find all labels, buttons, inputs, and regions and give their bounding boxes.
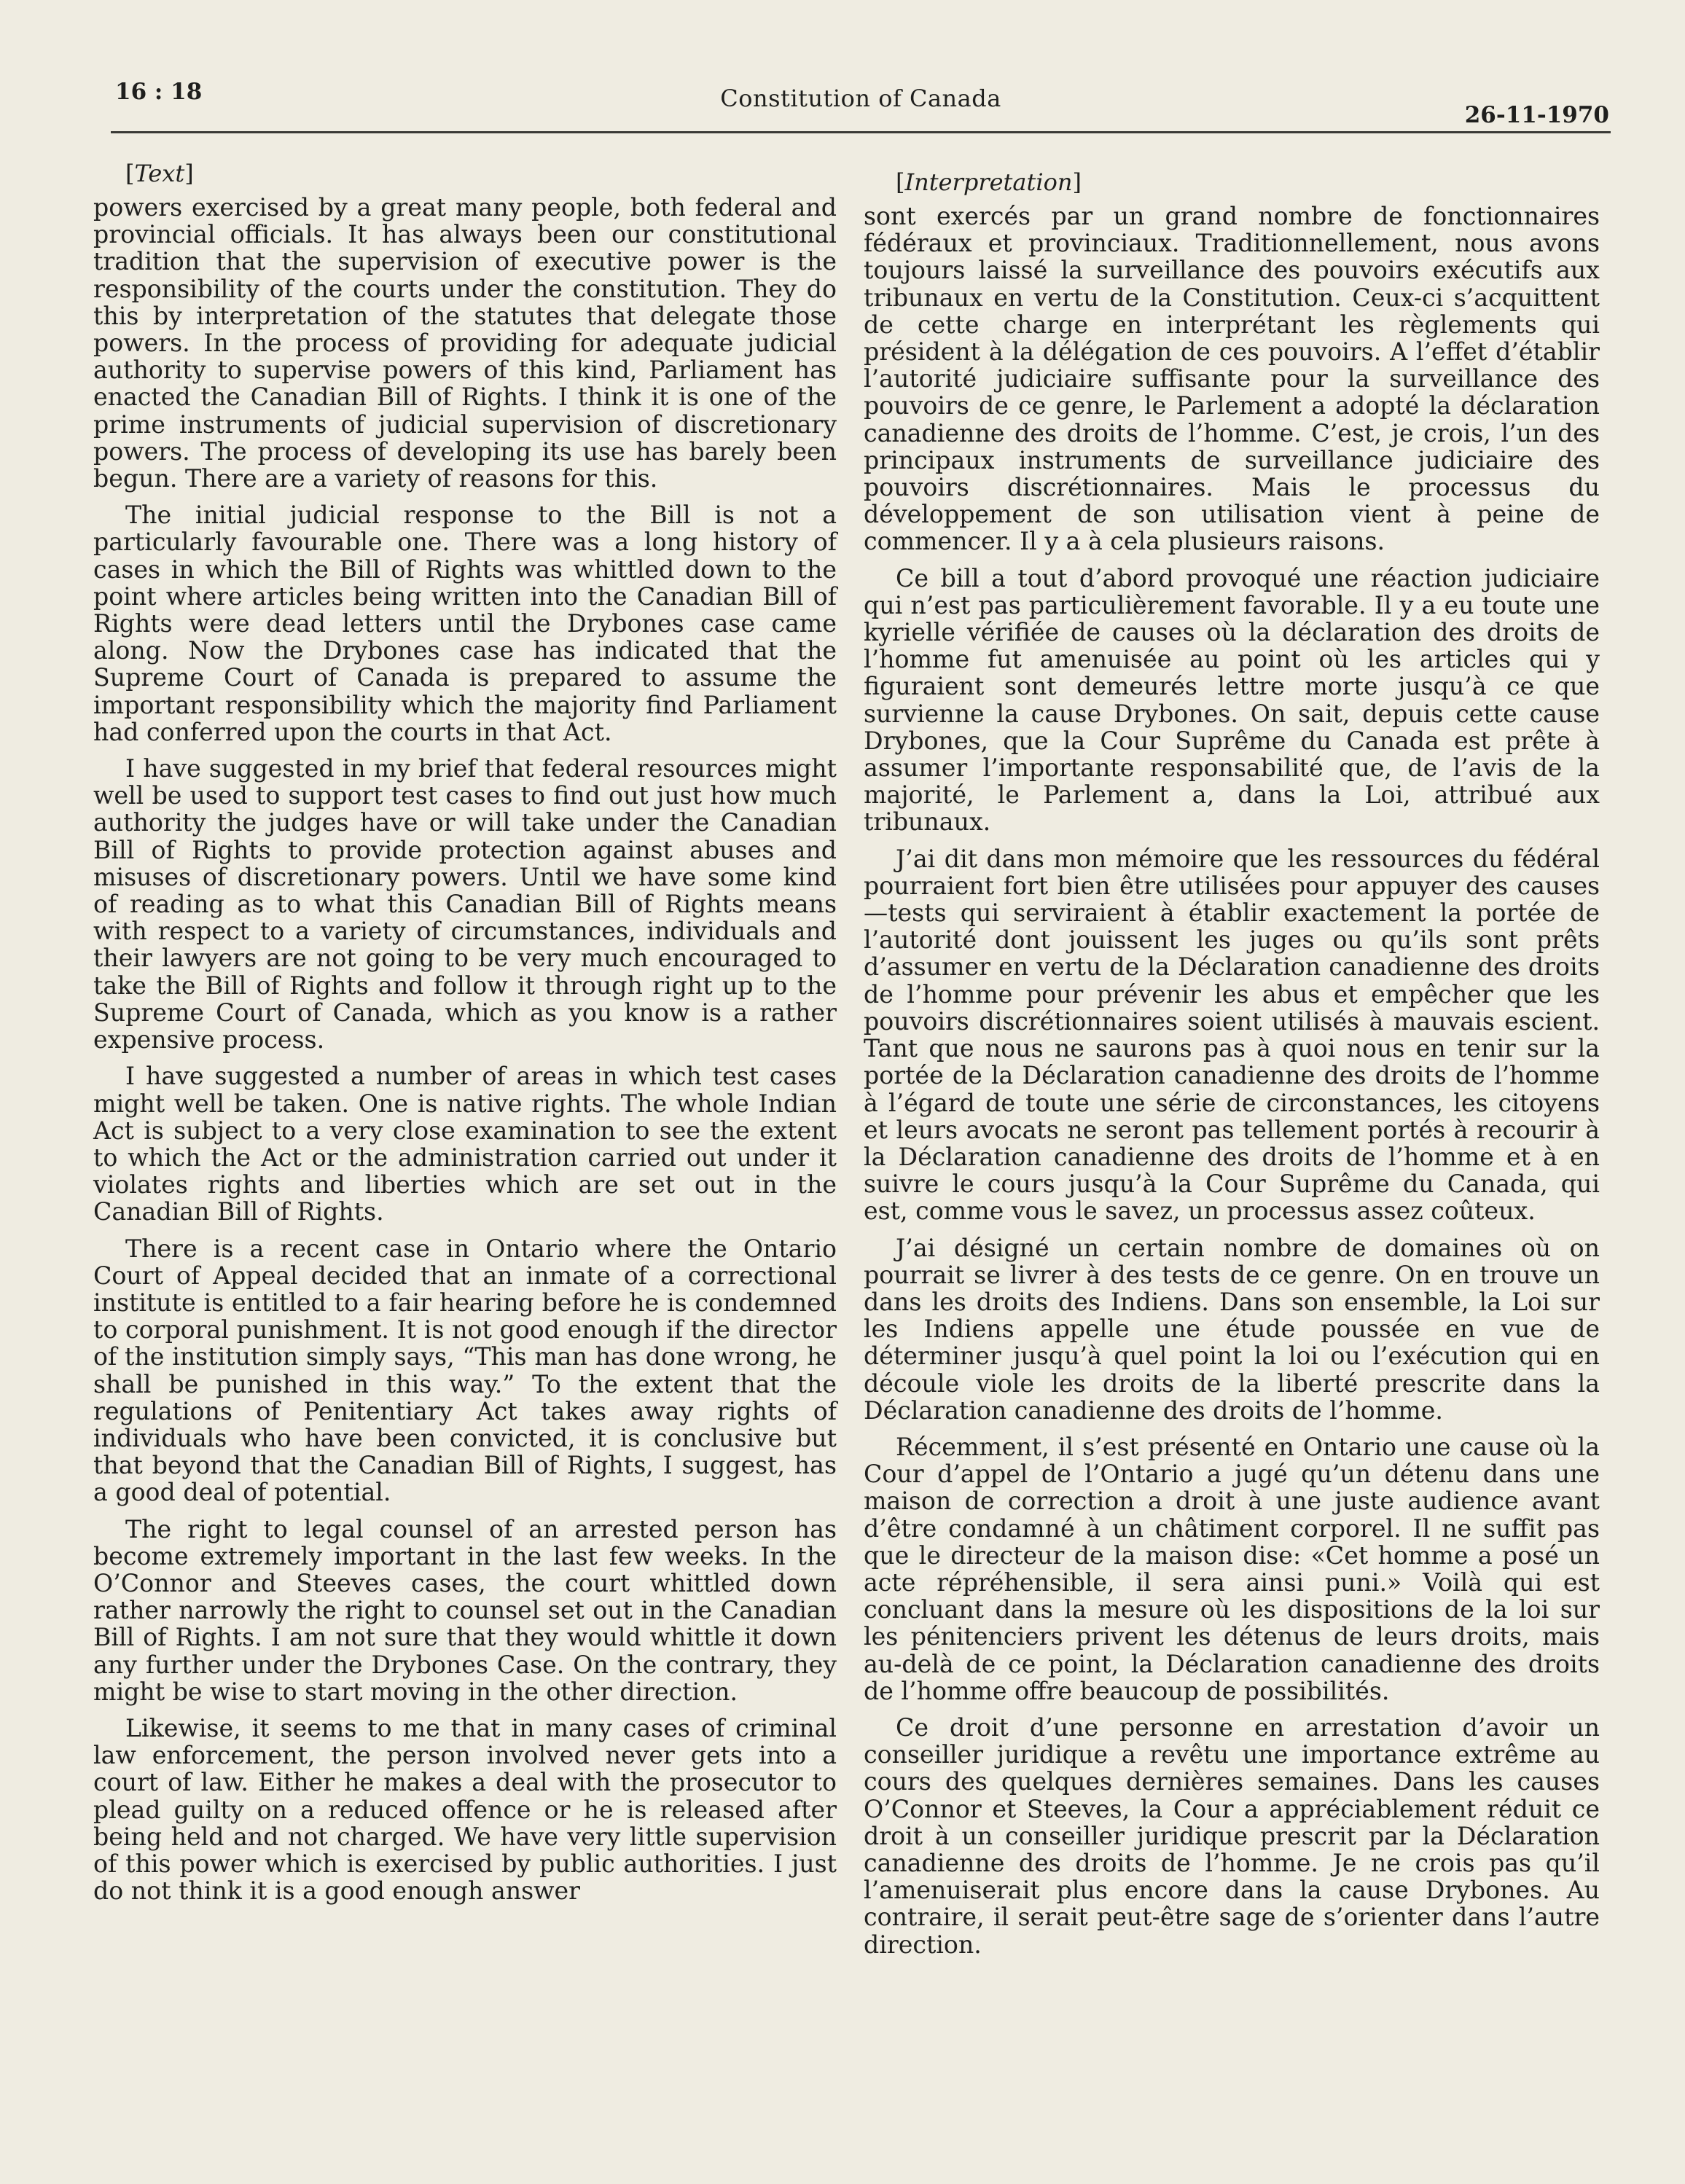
page-header bbox=[111, 73, 1611, 133]
page-date: 26-11-1970 bbox=[1464, 102, 1609, 128]
column-heading-english: [Text] bbox=[125, 160, 194, 187]
paragraph: I have suggested in my brief that federal resources might well be used to support test cases to find out just how much authority the judges have or will take under the Canadian Bill of Rights to provide protection against abuses and misuses of discretionary powers. Until we have some kind of reading as to what this Canadian Bill of Rights means with respect to a variety of circumstances, individuals and their lawyers are not going to be very much encouraged to take the Bill of Rights and follow it through right up to the Supreme Court of Canada, which as you know is a rather expensive process. bbox=[93, 754, 837, 1054]
column-heading-french-label: Interpretation bbox=[904, 168, 1073, 196]
paragraph: J’ai désigné un certain nombre de domaines où on pourrait se livrer à des tests de ce genre. On en trouve un dans les droits des Indiens. Dans son ensemble, la Loi sur les Indiens appelle une étude poussée en vue de déterminer jusqu’à quel point la loi ou l’exécution qui en découle viole les droits de la liberté prescrite dans la Déclaration canadienne des droits de l’homme. bbox=[864, 1233, 1600, 1425]
paragraph: powers exercised by a great many people, both federal and provincial officials. It has always been our constitutional tradition that the supervision of executive power is the responsibility of the courts under the constitution. They do this by interpretation of the statutes that delegate those powers. In the process of providing for adequate judicial authority to supervise powers of this kind, Parliament has enacted the Canadian Bill of Rights. I think it is one of the prime instruments of judicial supervision of discretionary powers. The process of developing its use has barely been begun. There are a variety of reasons for this. bbox=[93, 193, 837, 493]
paragraph: J’ai dit dans mon mémoire que les ressources du fédéral pourraient fort bien être utilisées pour appuyer des causes—tests qui serviraient à établir exactement la portée de l’autorité dont jouissent les juges ou qu’ils sont prêts d’assumer en vertu de la Déclaration canadienne des droits de l’homme pour prévenir les abus et empêcher que les pouvoirs discrétionnaires soient utilisés à mauvais escient. Tant que nous ne saurons pas à quoi nous en tenir sur la portée de la Déclaration canadienne des droits de l’homme à l’égard de toute une série de circonstances, les citoyens et leurs avocats ne seront pas tellement portés à recourir à la Déclaration canadienne des droits de l’homme et à en suivre le cours jusqu’à la Cour Suprême du Canada, qui est, comme vous le savez, un processus assez coûteux. bbox=[864, 844, 1600, 1226]
column-heading-english-label: Text bbox=[134, 160, 185, 187]
running-title: Constitution of Canada bbox=[720, 85, 1001, 112]
paragraph: The initial judicial response to the Bill is not a particularly favourable one. There was a long history of cases in which the Bill of Rights was whittled down to the point where articles being written into the Canadian Bill of Rights were dead letters until the Drybones case came along. Now the Drybones case has indicated that the Supreme Court of Canada is prepared to assume the important responsibility which the majority find Parliament had conferred upon the courts in that Act. bbox=[93, 501, 837, 746]
page-number: 16 : 18 bbox=[115, 79, 203, 105]
paragraph: The right to legal counsel of an arrested person has become extremely important in the last few weeks. In the O’Connor and Steeves cases, the court whittled down rather narrowly the right to counsel set out in the Canadian Bill of Rights. I am not sure that they would whittle it down any further under the Drybones Case. On the contrary, they might be wise to start moving in the other direction. bbox=[93, 1514, 837, 1706]
column-heading-french: [Interpretation] bbox=[896, 168, 1082, 196]
paragraph: I have suggested a number of areas in which test cases might well be taken. One is native rights. The whole Indian Act is subject to a very close examination to see the extent to which the Act or the administration carried out under it violates rights and liberties which are set out in the Canadian Bill of Rights. bbox=[93, 1062, 837, 1226]
french-column bbox=[864, 169, 1600, 1968]
paragraph: Ce bill a tout d’abord provoqué une réaction judiciaire qui n’est pas particulièrement favorable. Il y a eu toute une kyrielle vérifiée de causes où la déclaration des droits de l’homme fut amenuisée au point où les articles qui y figuraient sont demeurés lettre morte jusqu’à ce que survienne la cause Drybones. On sait, depuis cette cause Drybones, que la Cour Suprême du Canada est prête à assumer l’importante responsabilité que, de l’avis de la majorité, le Parlement a, dans la Loi, attribué aux tribunaux. bbox=[864, 563, 1600, 837]
paragraph: Likewise, it seems to me that in many cases of criminal law enforcement, the person involved never gets into a court of law. Either he makes a deal with the prosecutor to plead guilty on a reduced offence or he is released after being held and not charged. We have very little supervision of this power which is exercised by public authorities. I just do not think it is a good enough answer bbox=[93, 1713, 837, 1906]
paragraph: Ce droit d’une personne en arrestation d’avoir un conseiller juridique a revêtu une importance extrême au cours des quelques dernières semaines. Dans les causes O’Connor et Steeves, la Cour a appréciablement réduit ce droit à un conseiller juridique prescrit par la Déclaration canadienne des droits de l’homme. Je ne crois pas qu’il l’amenuiserait plus encore dans la cause Drybones. Au contraire, il serait peut-être sage de s’orienter dans l’autre direction. bbox=[864, 1713, 1600, 1959]
paragraph: Récemment, il s’est présenté en Ontario une cause où la Cour d’appel de l’Ontario a jugé qu’un détenu dans une maison de correction a droit à une juste audience avant d’être condamné à un châtiment corporel. Il ne suffit pas que le directeur de la maison dise: «Cet homme a posé un acte répréhensible, il sera ainsi puni.» Voilà qui est concluant dans la mesure où les dispositions de la loi sur les pénitenciers privent les détenus de leurs droits, mais au-delà de ce point, la Déclaration canadienne des droits de l’homme offre beaucoup de possibilités. bbox=[864, 1432, 1600, 1705]
english-column bbox=[93, 160, 837, 1914]
paragraph: There is a recent case in Ontario where the Ontario Court of Appeal decided that an inmate of a correctional institute is entitled to a fair hearing before he is condemned to corporal punishment. It is not good enough if the director of the institution simply says, “This man has done wrong, he shall be punished in this way.” To the extent that the regulations of Penitentiary Act takes away rights of individuals who have been convicted, it is conclusive but that beyond that the Canadian Bill of Rights, I suggest, has a good deal of potential. bbox=[93, 1234, 837, 1507]
paragraph: sont exercés par un grand nombre de fonctionnaires fédéraux et provinciaux. Traditionnellement, nous avons toujours laissé la surveillance des pouvoirs exécutifs aux tribunaux en vertu de la Constitution. Ceux-ci s’acquittent de cette charge en interprétant les règlements qui président à la délégation de ces pouvoirs. A l’effet d’établir l’autorité judiciaire suffisante pour la surveillance des pouvoirs de ce genre, le Parlement a adopté la déclaration canadienne des droits de l’homme. C’est, je crois, l’un des principaux instruments de surveillance judiciaire des pouvoirs discrétionnaires. Mais le processus du développement de son utilisation vient à peine de commencer. Il y a à cela plusieurs raisons. bbox=[864, 202, 1600, 556]
